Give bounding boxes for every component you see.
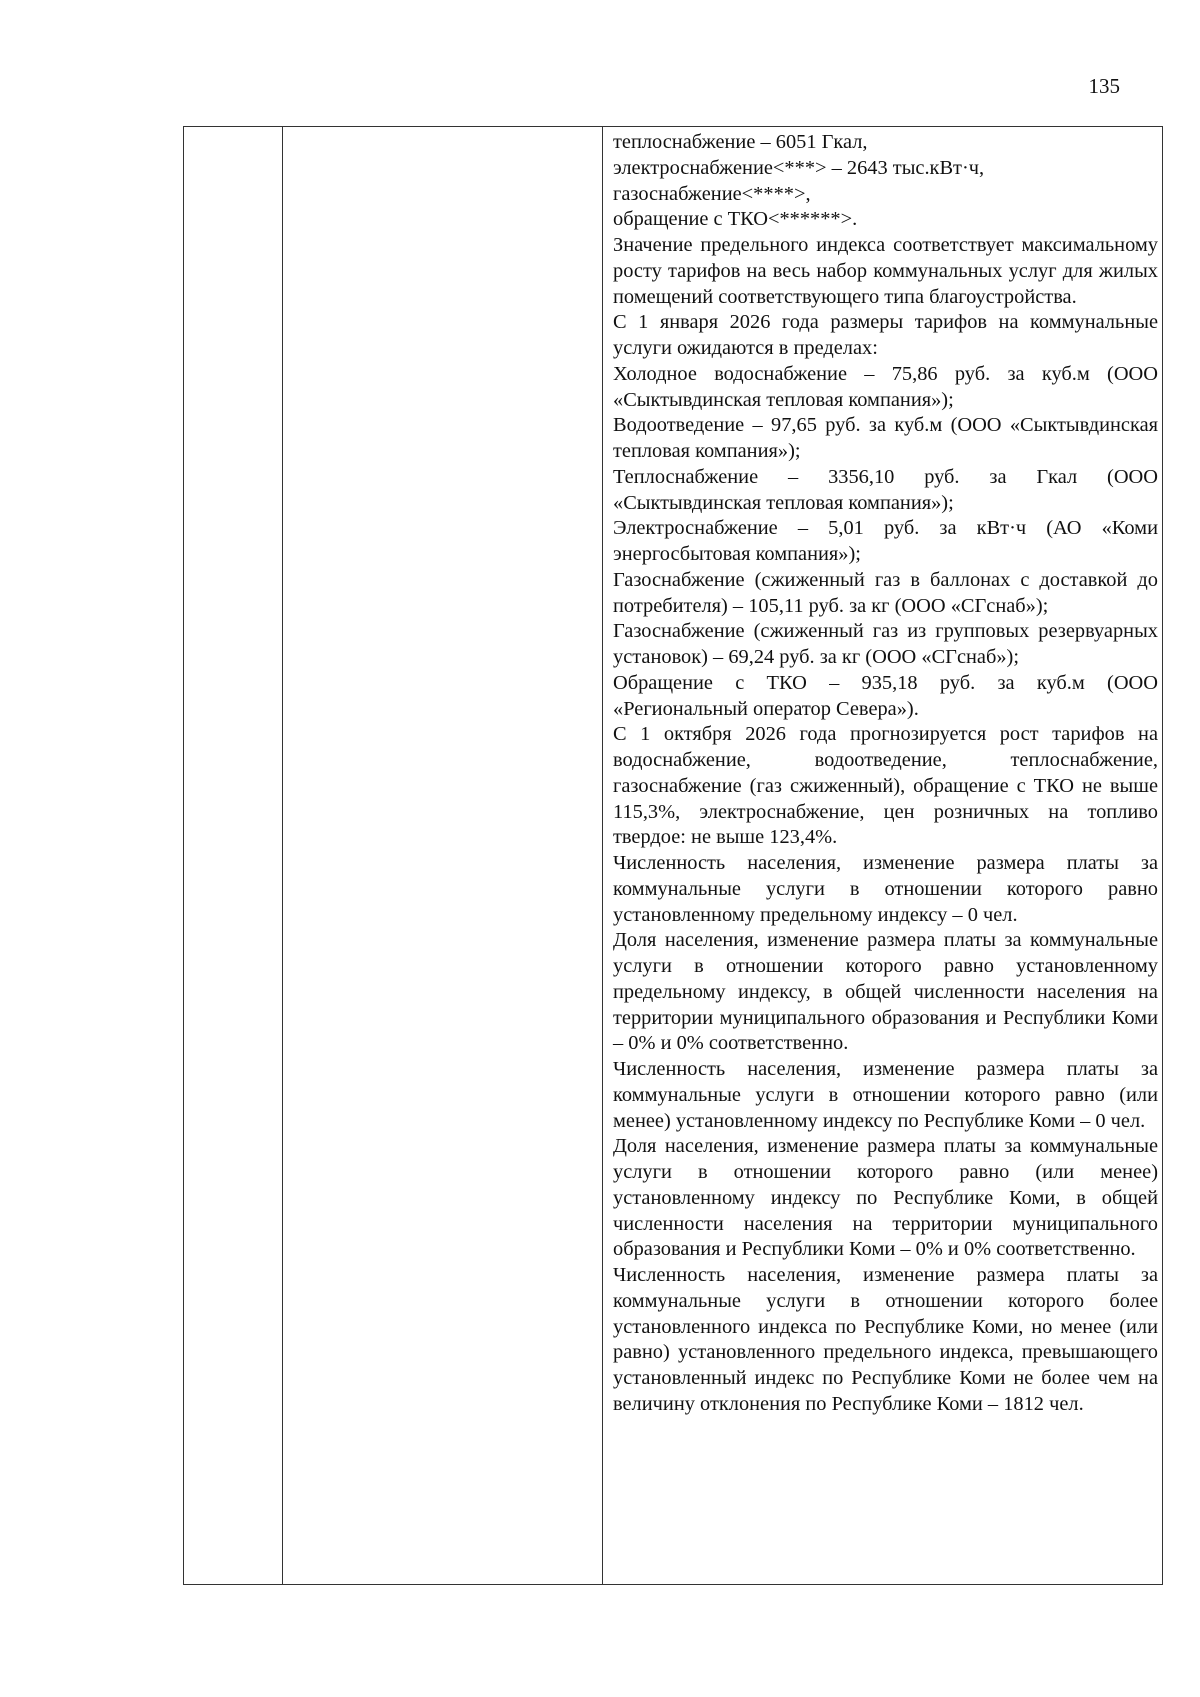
paragraph-gas-cylinders: Газоснабжение (сжиженный газ в баллонах с доставкой до потребителя) – 105,11 руб. за кг (ООО «СГснаб»); <box>613 568 1158 617</box>
paragraph-population-above-index: Численность населения, изменение размера платы за коммунальные услуги в отношении которого более установленного индекса по Республике Коми, но менее (или равно) установленного предельного индекса, превышающего установленный индекс по Республике Коми не более чем на величину отклонения по Республике Коми – 1812 чел. <box>613 1264 1158 1415</box>
paragraph-tariffs-intro: С 1 января 2026 года размеры тарифов на коммунальные услуги ожидаются в пределах: <box>613 311 1158 359</box>
paragraph-cold-water: Холодное водоснабжение – 75,86 руб. за куб.м (ООО «Сыктывдинская тепловая компания»); <box>613 362 1158 411</box>
table-cell-column-3 <box>603 127 1162 1584</box>
content-table <box>183 126 1163 1585</box>
paragraph-share-limit: Доля населения, изменение размера платы за коммунальные услуги в отношении которого равно установленному предельному индексу, в общей численности населения на территории муниципального образования и Республики Коми – 0% и 0% соответственно. <box>613 929 1158 1055</box>
paragraph-october-growth: С 1 октября 2026 года прогнозируется рост тарифов на водоснабжение, водоотведение, теплоснабжение, газоснабжение (газ сжиженный), обращение с ТКО не выше 115,3%, электроснабжение, цен розничных на топливо твердое: не выше 123,4%. <box>613 723 1158 849</box>
table-cell-column-2 <box>283 127 603 1584</box>
paragraph-heating: Теплоснабжение – 3356,10 руб. за Гкал (ООО «Сыктывдинская тепловая компания»); <box>613 465 1158 514</box>
paragraph-volumes: теплоснабжение – 6051 Гкал, электроснабжение<***> – 2643 тыс.кВт·ч, газоснабжение<****>, обращение с ТКО<******>. <box>613 131 985 231</box>
table-cell-column-1 <box>184 127 283 1584</box>
paragraph-population-index: Численность населения, изменение размера платы за коммунальные услуги в отношении которого равно (или менее) установленному индексу по Республике Коми – 0 чел. <box>613 1058 1158 1132</box>
paragraph-gas-reservoirs: Газоснабжение (сжиженный газ из групповых резервуарных установок) – 69,24 руб. за кг (ООО «СГснаб»); <box>613 620 1158 668</box>
paragraph-waste: Обращение с ТКО – 935,18 руб. за куб.м (ООО «Региональный оператор Севера»). <box>613 671 1158 720</box>
page-number: 135 <box>1088 74 1120 98</box>
paragraph-share-index: Доля населения, изменение размера платы за коммунальные услуги в отношении которого равно (или менее) установленному индексу по Республике Коми, в общей численности населения на территории муниципального образования и Республики Коми – 0% и 0% соответственно. <box>613 1135 1158 1261</box>
paragraph-index-note: Значение предельного индекса соответствует максимальному росту тарифов на весь набор коммунальных услуг для жилых помещений соответствующего типа благоустройства. <box>613 234 1158 308</box>
paragraph-electricity: Электроснабжение – 5,01 руб. за кВт·ч (АО «Коми энергосбытовая компания»); <box>613 517 1158 565</box>
paragraph-population-limit: Численность населения, изменение размера платы за коммунальные услуги в отношении которого равно установленному предельному индексу – 0 чел. <box>613 852 1158 926</box>
paragraph-sewerage: Водоотведение – 97,65 руб. за куб.м (ООО «Сыктывдинская тепловая компания»); <box>613 414 1158 462</box>
